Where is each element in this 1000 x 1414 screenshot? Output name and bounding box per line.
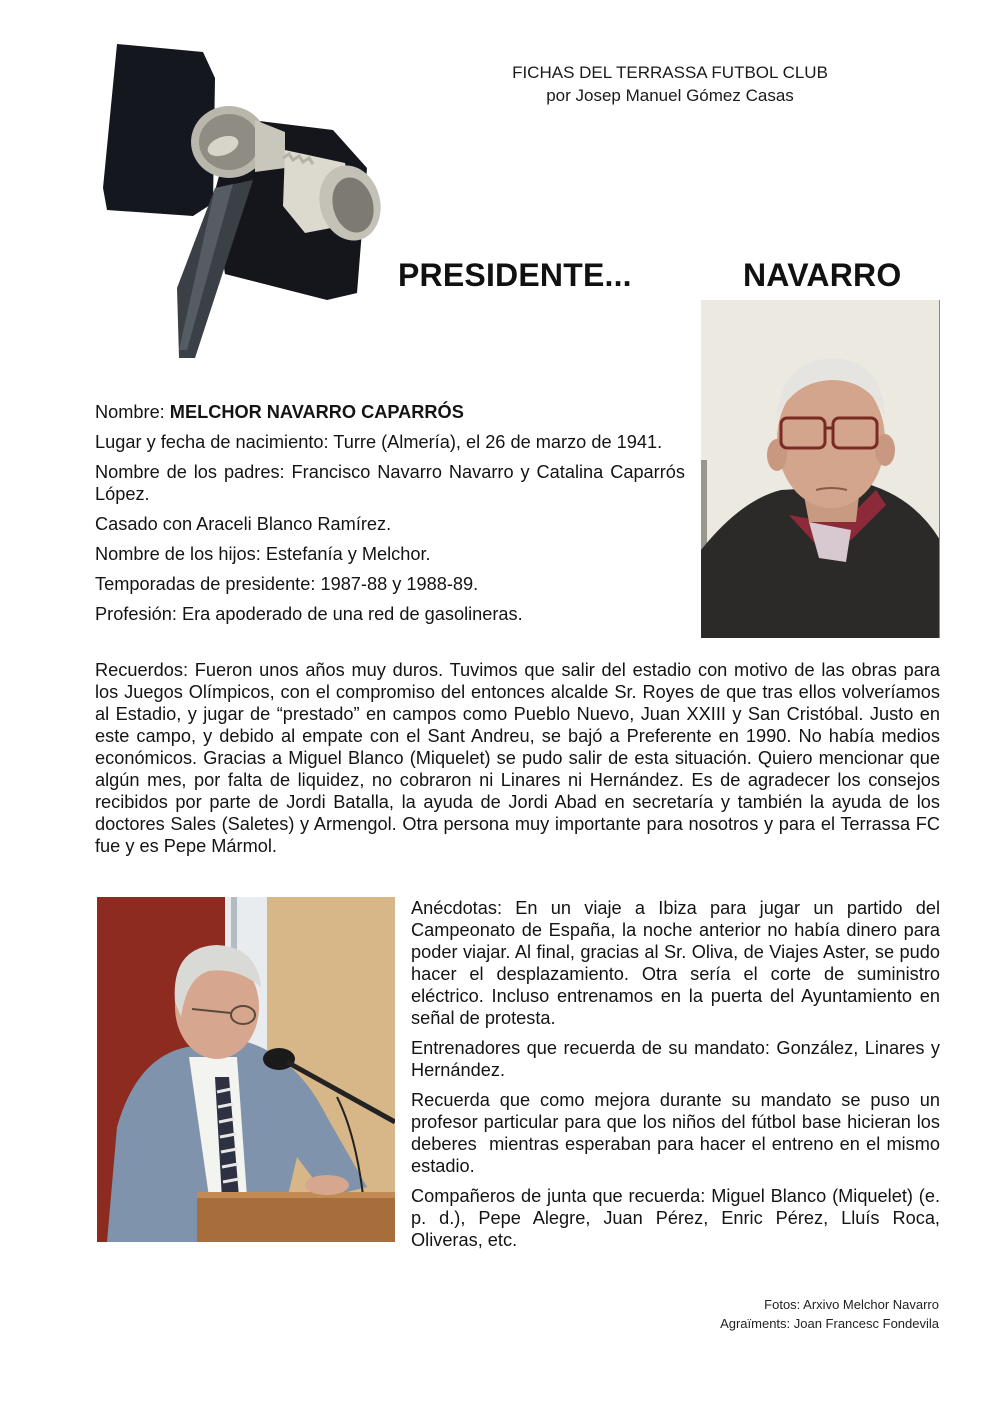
- right-column-text: [411, 897, 946, 1259]
- photo-credits: [720, 1295, 939, 1333]
- field-hijos: Nombre de los hijos: Estefanía y Melchor.: [95, 544, 431, 564]
- document-header: [430, 61, 910, 107]
- field-nombre: [95, 401, 685, 423]
- portrait-person-icon: [701, 300, 940, 638]
- mejora-paragraph: Recuerda que como mejora durante su mandato se puso un profesor particular para que los niños del fútbol base hicieran los deberes mientras esperaban para hacer el entreno en el mismo estadio.: [411, 1090, 946, 1176]
- loudspeaker-image: [95, 38, 395, 358]
- field-profesion: Profesión: Era apoderado de una red de gasolineras.: [95, 604, 523, 624]
- field-nombre-value: MELCHOR NAVARRO CAPARRÓS: [169, 402, 464, 422]
- series-title: FICHAS DEL TERRASSA FUTBOL CLUB: [512, 63, 828, 82]
- field-padres: Nombre de los padres: Francisco Navarro Navarro y Catalina Caparrós López.: [95, 462, 685, 504]
- page-title-surname: NAVARRO: [743, 257, 902, 293]
- anecdotas-paragraph: Anécdotas: En un viaje a Ibiza para jugar un partido del Campeonato de España, la noche anterior no había dinero para poder viajar. Al final, gracias al Sr. Oliva, de Viajes Aster, se pudo hacer el desplazamiento. Otra sería el corte de suministro eléctrico. Incluso entrenamos en la puerta del Ayuntamiento en señal de protesta.: [411, 898, 940, 1028]
- speech-photo: [97, 897, 395, 1242]
- personal-info: [95, 401, 685, 633]
- portrait-photo: [701, 300, 940, 638]
- author-line: por Josep Manuel Gómez Casas: [546, 86, 794, 105]
- speaker-at-podium-icon: [97, 897, 395, 1242]
- credits-agraiments: Agraïments: Joan Francesc Fondevila: [720, 1316, 939, 1331]
- field-nombre-label: Nombre:: [95, 402, 170, 422]
- field-nacimiento: Lugar y fecha de nacimiento: Turre (Almería), el 26 de marzo de 1941.: [95, 432, 663, 452]
- companeros-paragraph: Compañeros de junta que recuerda: Miguel Blanco (Miquelet) (e. p. d.), Pepe Alegre, Juan Pérez, Enric Pérez, Lluís Roca, Oliveras, etc.: [411, 1186, 940, 1250]
- entrenadores-paragraph: Entrenadores que recuerda de su mandato: González, Linares y Hernández.: [411, 1038, 940, 1080]
- page-title-role: PRESIDENTE...: [398, 257, 632, 293]
- field-temporadas: Temporadas de presidente: 1987-88 y 1988-89.: [95, 574, 479, 594]
- credits-fotos: Fotos: Arxivo Melchor Navarro: [764, 1297, 939, 1312]
- recuerdos-paragraph: Recuerdos: Fueron unos años muy duros. Tuvimos que salir del estadio con motivo de las obras para los Juegos Olímpicos, con el compromiso del entonces alcalde Sr. Royes de que tras ellos volveríamos al Estadio, y jugar de “prestado” en campos como Pueblo Nuevo, Juan XXIII y San Cristóbal. Justo en este campo, y debido al empate con el Sant Andreu, se bajó a Preferente en 1990. No había medios económicos. Gracias a Miguel Blanco (Miquelet) se pudo salir de esta situación. Quiero mencionar que algún mes, por falta de liquidez, no cobraron ni Linares ni Hernández. Es de agradecer los consejos recibidos por parte de Jordi Batalla, la ayuda de Jordi Abad en secretaría y también la ayuda de los doctores Sales (Saletes) y Armengol. Otra persona muy importante para nosotros y para el Terrassa FC fue y es Pepe Mármol.: [95, 660, 940, 856]
- field-casado: Casado con Araceli Blanco Ramírez.: [95, 514, 392, 534]
- loudspeaker-icon: [95, 38, 395, 358]
